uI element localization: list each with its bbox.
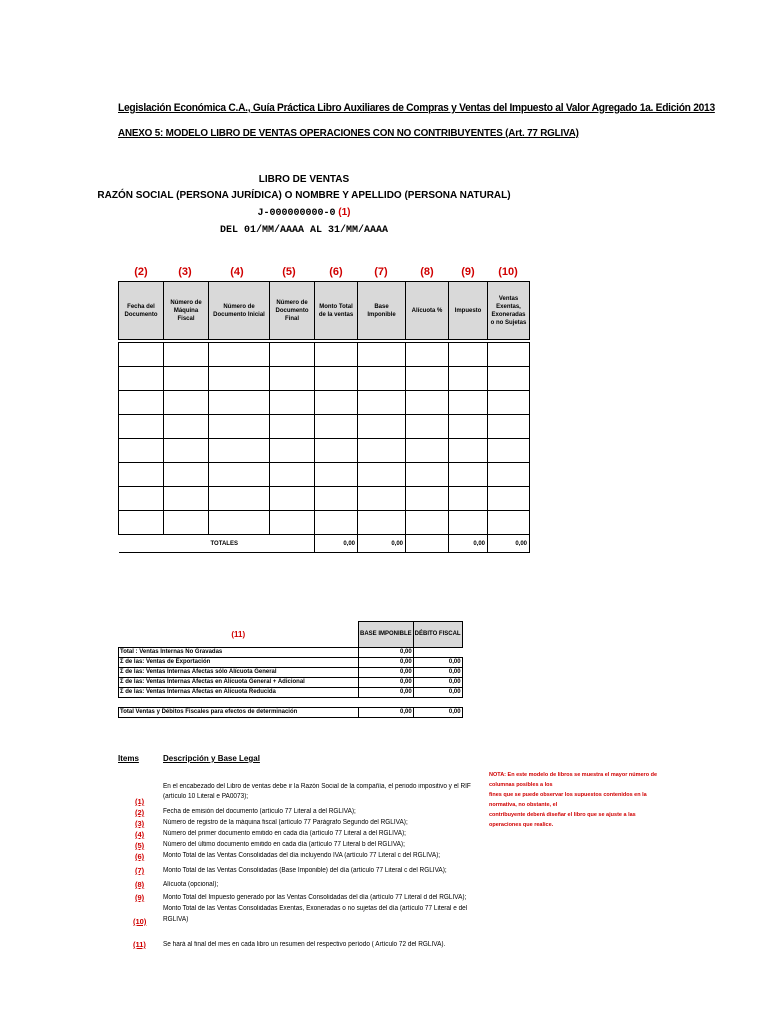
col-num: (6) bbox=[329, 266, 343, 278]
item-number: (9) bbox=[135, 893, 145, 902]
summary-table bbox=[118, 621, 463, 718]
totals-label: TOTALES bbox=[209, 535, 315, 553]
item-number: (1) bbox=[135, 797, 145, 806]
item-number: (3) bbox=[135, 819, 145, 828]
item-text: Monto Total de las Ventas Consolidadas Exentas, Exoneradas o no sujetas del día (artículo 77 Literal e del bbox=[163, 905, 468, 912]
col-base-imponible: BASE IMPONIBLE bbox=[359, 622, 414, 648]
item-text: Número del último documento emitido en cada día (artículo 77 Literal b del RGLIVA); bbox=[163, 841, 405, 848]
col-header: Base Imponible bbox=[358, 282, 406, 340]
item-number: (6) bbox=[135, 852, 145, 861]
item-text: Fecha de emisión del documento (artículo 77 Literal a del RGLIVA); bbox=[163, 808, 356, 815]
item-number: (8) bbox=[135, 880, 145, 889]
table-row bbox=[119, 487, 530, 511]
item-text: Monto Total de las Ventas Consolidadas del día incluyendo IVA (artículo 77 Literal c del RGLIVA); bbox=[163, 852, 441, 859]
rif-number: J-000000000-0 bbox=[257, 208, 336, 219]
table-row bbox=[119, 343, 530, 367]
col-header: Número de Documento Final bbox=[270, 282, 315, 340]
total-exempt: 0,00 bbox=[488, 535, 530, 553]
table-row bbox=[119, 391, 530, 415]
table-row bbox=[119, 463, 530, 487]
annex-title: ANEXO 5: MODELO LIBRO DE VENTAS OPERACIONES CON NO CONTRIBUYENTES (Art. 77 RGLIVA) bbox=[118, 127, 579, 139]
item-number: (2) bbox=[135, 808, 145, 817]
item-number: (11) bbox=[133, 940, 146, 949]
table-row bbox=[119, 511, 530, 535]
item-text: Monto Total del Impuesto generado por las Ventas Consolidadas del día (artículo 77 Literal d del RGLIVA); bbox=[163, 894, 467, 901]
total-amount: 0,00 bbox=[315, 535, 358, 553]
col-num: (7) bbox=[374, 266, 388, 278]
item-text: Número de registro de la máquina fiscal (artículo 77 Parágrafo Segundo del RGLIVA); bbox=[163, 819, 408, 826]
col-header: Fecha del Documento bbox=[119, 282, 164, 340]
intro-line: En el encabezado del Libro de ventas debe ir la Razón Social de la compañía, el periodo impositivo y el RIF bbox=[163, 783, 471, 790]
col-num: (5) bbox=[282, 266, 296, 278]
item-text: RGLIVA) bbox=[163, 916, 189, 923]
col-header: Número de Máquina Fiscal bbox=[164, 282, 209, 340]
col-num: (9) bbox=[461, 266, 475, 278]
rif-line bbox=[0, 207, 608, 219]
col-num: (8) bbox=[420, 266, 434, 278]
summary-ref: (11) bbox=[231, 629, 246, 639]
item-text: Alícuota (opcional); bbox=[163, 881, 219, 888]
col-header: Impuesto bbox=[449, 282, 488, 340]
period: DEL 01/MM/AAAA AL 31/MM/AAAA bbox=[219, 225, 389, 236]
col-header: Número de Documento Inicial bbox=[209, 282, 270, 340]
item-number: (5) bbox=[135, 841, 145, 850]
col-num: (3) bbox=[178, 266, 192, 278]
summary-header-row bbox=[119, 622, 463, 648]
col-header: Alícuota % bbox=[406, 282, 449, 340]
red-note: NOTA: En este modelo de libros se muestra el mayor número de columnas posibles a los fines que se puede observar los supuestos contenidos en la normativa, no obstante, el contribuyente deberá diseñar el libro que se ajuste a las operaciones que realice. bbox=[489, 772, 657, 828]
totals-row bbox=[119, 535, 530, 553]
col-num: (4) bbox=[230, 266, 244, 278]
total-tax: 0,00 bbox=[449, 535, 488, 553]
summary-row: Total : Ventas Internas No Gravadas 0,00 bbox=[119, 648, 463, 658]
item-text: Número del primer documento emitido en cada día (artículo 77 Literal a del RGLIVA); bbox=[163, 830, 406, 837]
item-number: (10) bbox=[133, 917, 147, 926]
summary-row: Σ de las: Ventas Internas Afectas en Alícuota Reducida 0,00 0,00 bbox=[119, 688, 463, 698]
col-num: (10) bbox=[498, 266, 518, 278]
summary-total-row: Total Ventas y Débitos Fiscales para efectos de determinación 0,00 0,00 bbox=[119, 708, 463, 718]
item-number: (7) bbox=[135, 866, 145, 875]
col-header: Ventas Exentas, Exoneradas o no Sujetas bbox=[488, 282, 530, 340]
summary-row: Σ de las: Ventas Internas Afectas sólo Alícuota General 0,00 0,00 bbox=[119, 668, 463, 678]
items-header: Items bbox=[118, 754, 139, 763]
item-text: Se hará al final del mes en cada libro un resumen del respectivo período ( Artículo 72 del RGLIVA). bbox=[163, 941, 446, 948]
col-debito-fiscal: DÉBITO FISCAL bbox=[413, 622, 462, 648]
rif-ref: (1) bbox=[338, 207, 351, 218]
table-row bbox=[119, 367, 530, 391]
col-header: Monto Total de la ventas bbox=[315, 282, 358, 340]
sales-book-table bbox=[118, 281, 530, 553]
table-header-row bbox=[119, 282, 530, 340]
book-title: LIBRO DE VENTAS bbox=[258, 174, 350, 185]
company-name: RAZÓN SOCIAL (PERSONA JURÍDICA) O NOMBRE Y APELLIDO (PERSONA NATURAL) bbox=[97, 190, 511, 201]
intro-line: (artículo 10 Literal e PA0073); bbox=[163, 793, 249, 800]
document-title: Legislación Económica C.A., Guía Práctica Libro Auxiliares de Compras y Ventas del Impuesto al Valor Agregado 1a. Edición 2013 bbox=[118, 102, 715, 114]
item-number: (4) bbox=[135, 830, 145, 839]
description-header: Descripción y Base Legal bbox=[163, 754, 260, 763]
total-base: 0,00 bbox=[358, 535, 406, 553]
table-row bbox=[119, 415, 530, 439]
column-numbers bbox=[118, 266, 530, 280]
col-num: (2) bbox=[134, 266, 148, 278]
table-row bbox=[119, 439, 530, 463]
summary-row: Σ de las: Ventas Internas Afectas en Alícuota General + Adicional 0,00 0,00 bbox=[119, 678, 463, 688]
summary-row: Σ de las: Ventas de Exportación 0,00 0,00 bbox=[119, 658, 463, 668]
item-text: Monto Total de las Ventas Consolidadas (Base Imponible) del día (artículo 77 Literal c del RGLIVA); bbox=[163, 867, 447, 874]
